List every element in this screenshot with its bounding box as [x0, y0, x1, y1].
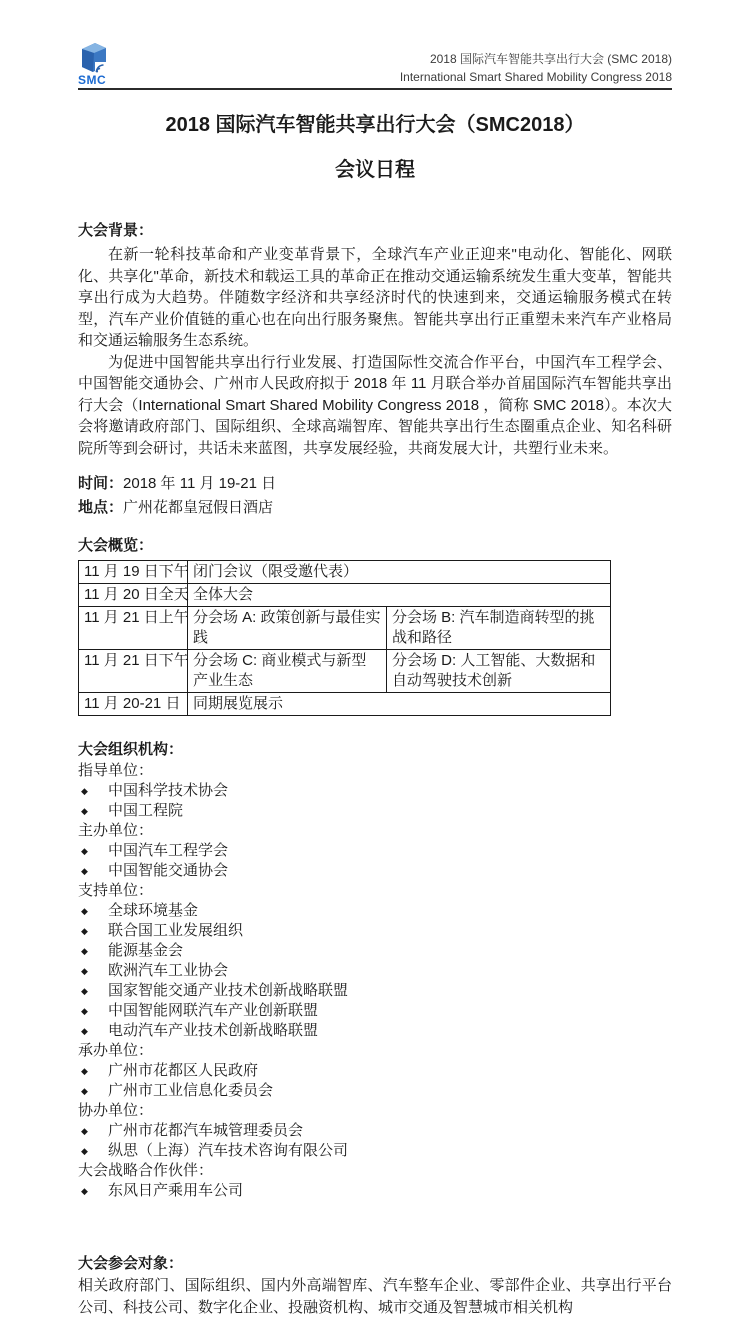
diamond-bullet-icon: ◆ [81, 786, 88, 796]
audience-paragraph: 相关政府部门、国际组织、国内外高端智库、汽车整车企业、零部件企业、共享出行平台公司、科技公司、数字化企业、投融资机构、城市交通及智慧城市相关机构 [78, 1277, 672, 1316]
background-paragraph-2: 为促进中国智能共享出行行业发展、打造国际性交流合作平台，中国汽车工程学会、中国智能交通协会、广州市人民政府拟于 2018 年 11 月联合举办首届国际汽车智能共享出行大会（International Smart Shared Mobility Congress 2018 ，简称 SMC 2018）。本次大会将邀请政府部门、国际组织、全球高端智库、智能共享出行生态圈重点企业、知名科研院所等到会研讨，共话未来蓝图，共享发展经验，共商发展大计，共塑行业未来。 [78, 353, 672, 457]
diamond-bullet-icon: ◆ [81, 806, 88, 816]
overview-heading: 大会概览： [78, 537, 154, 554]
org-item-text: 中国智能交通协会 [108, 862, 229, 879]
org-list-item [78, 901, 672, 921]
background-heading: 大会背景： [78, 222, 154, 239]
org-item-text: 广州市花都区人民政府 [108, 1062, 259, 1079]
overview-row [79, 693, 611, 716]
diamond-bullet-icon: ◆ [81, 1006, 88, 1016]
diamond-bullet-icon: ◆ [81, 1146, 88, 1156]
org-item-text: 能源基金会 [108, 942, 184, 959]
org-item-text: 纵思（上海）汽车技术咨询有限公司 [108, 1142, 349, 1159]
org-list-item [78, 1181, 672, 1201]
org-list-item [78, 1141, 672, 1161]
diamond-bullet-icon: ◆ [81, 846, 88, 856]
overview-session-cell: 分会场 C: 商业模式与新型产业生态 [188, 650, 387, 693]
org-list-item [78, 781, 672, 801]
overview-row [79, 650, 611, 693]
org-group-label: 承办单位： [78, 1042, 154, 1059]
org-list-item [78, 1001, 672, 1021]
org-item-text: 联合国工业发展组织 [108, 922, 244, 939]
smc-logo-icon [78, 43, 106, 73]
overview-session-cell: 分会场 D: 人工智能、大数据和自动驾驶技术创新 [387, 650, 611, 693]
diamond-bullet-icon: ◆ [81, 1066, 88, 1076]
overview-session-cell: 分会场 B: 汽车制造商转型的挑战和路径 [387, 607, 611, 650]
org-item-text: 中国汽车工程学会 [108, 842, 229, 859]
org-item-text: 电动汽车产业技术创新战略联盟 [108, 1022, 319, 1039]
org-list-item [78, 1061, 672, 1081]
org-list-item [78, 801, 672, 821]
diamond-bullet-icon: ◆ [81, 1026, 88, 1036]
org-item-text: 中国智能网联汽车产业创新联盟 [108, 1002, 319, 1019]
venue-label: 地点： [78, 499, 124, 516]
diamond-bullet-icon: ◆ [81, 866, 88, 876]
org-list-item [78, 861, 672, 881]
org-group-label: 协办单位： [78, 1102, 154, 1119]
diamond-bullet-icon: ◆ [81, 946, 88, 956]
diamond-bullet-icon: ◆ [81, 1186, 88, 1196]
header-title-cn: 2018 国际汽车智能共享出行大会 (SMC 2018) [429, 52, 672, 66]
document-title: 2018 国际汽车智能共享出行大会（SMC2018） [165, 114, 585, 136]
venue-value: 广州花都皇冠假日酒店 [123, 499, 274, 516]
org-list-item [78, 941, 672, 961]
org-item-text: 广州市工业信息化委员会 [108, 1082, 274, 1099]
org-item-text: 全球环境基金 [108, 902, 199, 919]
time-value: 2018 年 11 月 19-21 日 [123, 475, 277, 492]
organization-list [78, 761, 672, 1201]
org-list-item [78, 1081, 672, 1101]
org-group-label: 支持单位： [78, 882, 154, 899]
org-group-label: 指导单位： [78, 762, 154, 779]
overview-table [78, 560, 611, 716]
diamond-bullet-icon: ◆ [81, 1126, 88, 1136]
org-group-label: 大会战略合作伙伴： [78, 1162, 214, 1179]
organization-heading: 大会组织机构： [78, 741, 184, 758]
meta-time [78, 472, 672, 496]
org-item-text: 中国科学技术协会 [108, 782, 229, 799]
overview-session-cell: 闭门会议（限受邀代表） [188, 561, 611, 584]
org-list-item [78, 921, 672, 941]
overview-row [79, 584, 611, 607]
meta-block [78, 472, 672, 520]
audience-heading: 大会参会对象： [78, 1255, 184, 1272]
overview-date-cell: 11 月 21 日上午 [79, 607, 188, 650]
overview-row [79, 607, 611, 650]
overview-row [79, 561, 611, 584]
header-title-en: International Smart Shared Mobility Congress 2018 [399, 70, 672, 84]
document-subtitle: 会议日程 [335, 159, 415, 181]
org-item-text: 国家智能交通产业技术创新战略联盟 [108, 982, 349, 999]
overview-date-cell: 11 月 19 日下午 [79, 561, 188, 584]
org-list-item [78, 981, 672, 1001]
smc-logo-text: SMC [78, 73, 107, 87]
overview-session-cell: 分会场 A: 政策创新与最佳实践 [188, 607, 387, 650]
org-list-item [78, 1121, 672, 1141]
org-item-text: 广州市花都汽车城管理委员会 [108, 1122, 304, 1139]
time-label: 时间： [78, 475, 124, 492]
diamond-bullet-icon: ◆ [81, 1086, 88, 1096]
diamond-bullet-icon: ◆ [81, 926, 88, 936]
org-item-text: 欧洲汽车工业协会 [108, 962, 229, 979]
overview-date-cell: 11 月 21 日下午 [79, 650, 188, 693]
background-paragraph-1: 在新一轮科技革命和产业变革背景下，全球汽车产业正迎来"电动化、智能化、网联化、共享化"革命，新技术和载运工具的革命正在推动交通运输系统发生重大变革，智能共享出行成为大趋势。伴随数字经济和共享经济时代的快速到来，交通运输服务模式在转型，汽车产业价值链的重心也在向出行服务聚焦。智能共享出行正重塑未来汽车产业格局和交通运输服务生态系统。 [78, 246, 672, 349]
org-item-text: 东风日产乘用车公司 [108, 1182, 244, 1199]
overview-session-cell: 全体大会 [188, 584, 611, 607]
org-list-item [78, 1021, 672, 1041]
meta-venue [78, 496, 672, 520]
diamond-bullet-icon: ◆ [81, 986, 88, 996]
org-list-item [78, 961, 672, 981]
org-list-item [78, 841, 672, 861]
smc-logo [78, 43, 106, 86]
overview-date-cell: 11 月 20-21 日 [79, 693, 188, 716]
page-header [78, 40, 672, 90]
org-item-text: 中国工程院 [108, 802, 184, 819]
org-group-label: 主办单位： [78, 822, 154, 839]
overview-session-cell: 同期展览展示 [188, 693, 611, 716]
overview-date-cell: 11 月 20 日全天 [79, 584, 188, 607]
diamond-bullet-icon: ◆ [81, 966, 88, 976]
header-titles [400, 50, 672, 86]
diamond-bullet-icon: ◆ [81, 906, 88, 916]
